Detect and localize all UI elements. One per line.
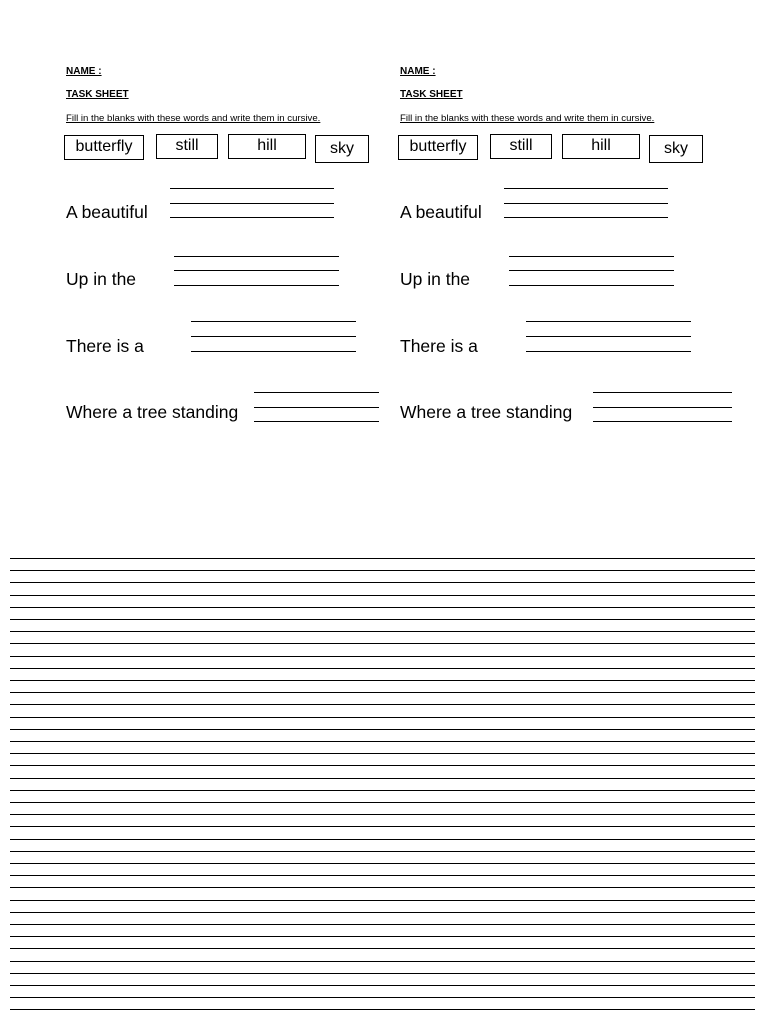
blank-line [174, 270, 339, 271]
sentence-4: Where a tree standing [66, 402, 239, 422]
ruled-line [10, 790, 755, 791]
word-bank-sky: sky [649, 135, 703, 163]
ruled-line [10, 826, 755, 827]
ruled-line [10, 668, 755, 669]
blank-line [191, 321, 356, 322]
ruled-line [10, 631, 755, 632]
blank-line [509, 270, 674, 271]
sentence-1: A beautiful [66, 202, 148, 222]
sentence-2: Up in the [66, 269, 137, 289]
ruled-line [10, 863, 755, 864]
blank-line [526, 351, 691, 352]
sentence-3: There is a [66, 336, 144, 356]
ruled-line [10, 985, 755, 986]
ruled-line [10, 619, 755, 620]
instruction-text: Fill in the blanks with these words and write them in cursive. [400, 113, 655, 124]
blank-line [174, 256, 339, 257]
ruled-line [10, 924, 755, 925]
blank-line [504, 188, 668, 189]
sentence-3: There is a [400, 336, 478, 356]
ruled-line [10, 875, 755, 876]
blank-line [504, 203, 668, 204]
blank-line [509, 256, 674, 257]
ruled-line [10, 704, 755, 705]
word-bank-hill: hill [228, 134, 306, 159]
ruled-line [10, 948, 755, 949]
ruled-line [10, 778, 755, 779]
sentence-2: Up in the [400, 269, 471, 289]
blank-line [191, 336, 356, 337]
instruction-text: Fill in the blanks with these words and write them in cursive. [66, 113, 321, 124]
ruled-line [10, 814, 755, 815]
blank-line [526, 336, 691, 337]
blank-line [593, 421, 732, 422]
blank-line [593, 392, 732, 393]
ruled-line [10, 1009, 755, 1010]
task-sheet-title: TASK SHEET [66, 89, 129, 100]
word-bank-still: still [156, 134, 218, 159]
ruled-line [10, 765, 755, 766]
blank-line [509, 285, 674, 286]
ruled-line [10, 973, 755, 974]
ruled-line [10, 607, 755, 608]
ruled-line [10, 741, 755, 742]
word-bank-sky: sky [315, 135, 369, 163]
cursive-writing-lines[interactable] [10, 558, 755, 1018]
ruled-line [10, 839, 755, 840]
ruled-line [10, 997, 755, 998]
ruled-line [10, 887, 755, 888]
ruled-line [10, 753, 755, 754]
sentence-1: A beautiful [400, 202, 482, 222]
blank-line [254, 407, 379, 408]
ruled-line [10, 595, 755, 596]
word-bank-butterfly: butterfly [64, 135, 144, 160]
blank-line [593, 407, 732, 408]
blank-line [504, 217, 668, 218]
ruled-line [10, 936, 755, 937]
ruled-line [10, 802, 755, 803]
blank-line [526, 321, 691, 322]
sentence-4: Where a tree standing [400, 402, 573, 422]
blank-line [254, 392, 379, 393]
blank-line [170, 217, 334, 218]
blank-line [170, 203, 334, 204]
name-label: NAME : [66, 66, 102, 77]
ruled-line [10, 656, 755, 657]
name-label: NAME : [400, 66, 436, 77]
ruled-line [10, 961, 755, 962]
task-sheet-title: TASK SHEET [400, 89, 463, 100]
blank-line [191, 351, 356, 352]
blank-line [170, 188, 334, 189]
blank-line [254, 421, 379, 422]
ruled-line [10, 851, 755, 852]
ruled-line [10, 900, 755, 901]
ruled-line [10, 717, 755, 718]
ruled-line [10, 582, 755, 583]
ruled-line [10, 729, 755, 730]
blank-line [174, 285, 339, 286]
ruled-line [10, 692, 755, 693]
ruled-line [10, 558, 755, 559]
word-bank-butterfly: butterfly [398, 135, 478, 160]
word-bank-still: still [490, 134, 552, 159]
word-bank-hill: hill [562, 134, 640, 159]
ruled-line [10, 570, 755, 571]
ruled-line [10, 912, 755, 913]
ruled-line [10, 680, 755, 681]
ruled-line [10, 643, 755, 644]
